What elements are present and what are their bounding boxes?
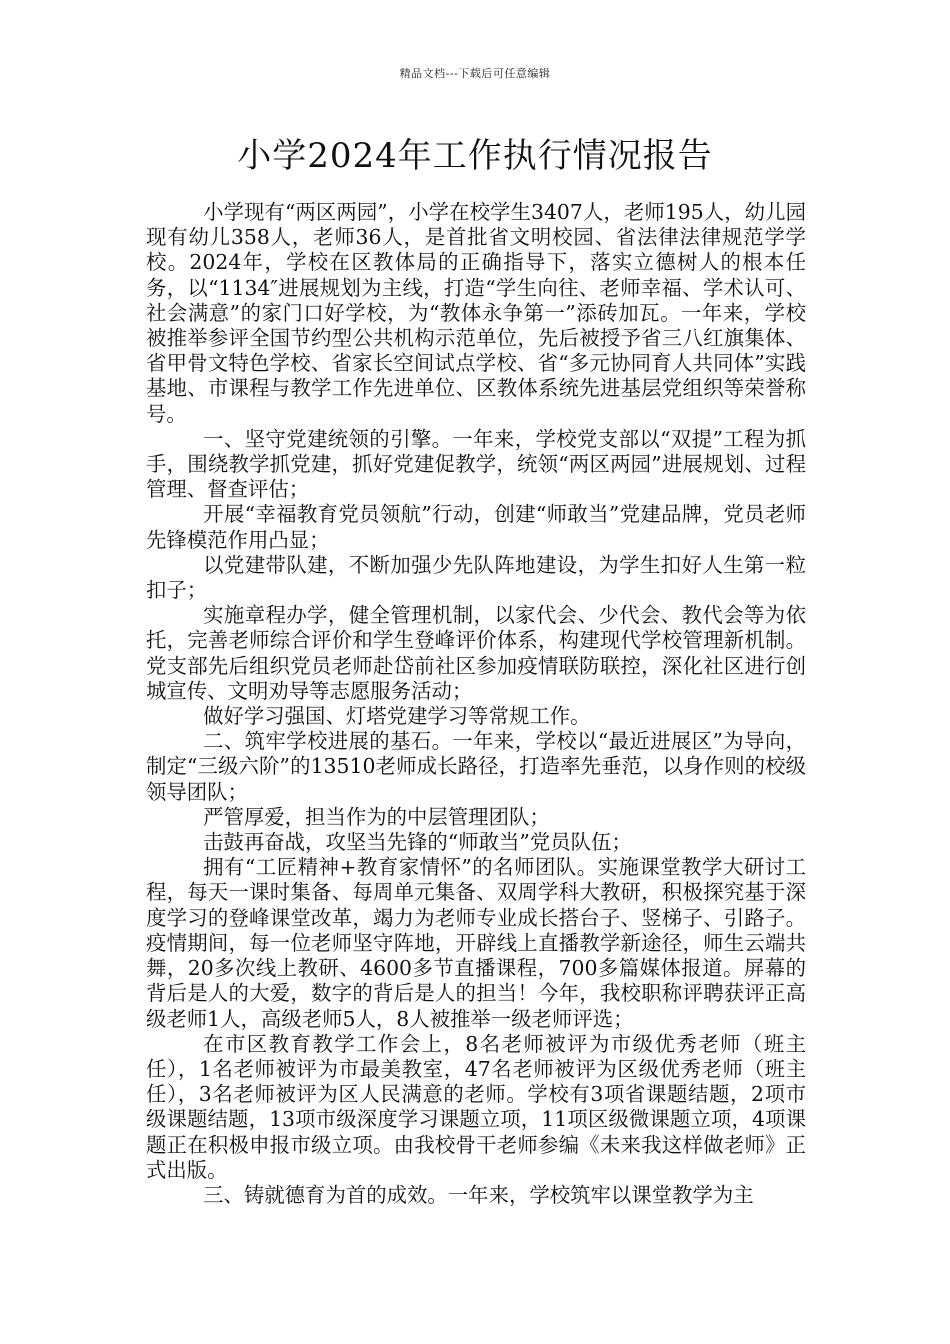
header-note: 精品文档---下载后可任意编辑 [399, 67, 551, 80]
document-title: 小学2024年工作执行情况报告 [237, 136, 713, 176]
paragraph: 小学现有“两区两园”，小学在校学生3407人，老师195人，幼儿园现有幼儿358人，老师36人，是首批省文明校园、省法律法律规范学学校。2024年，学校在区教体局的正确指导下，落实立德树人的根本任务，以“1134″进展规划为主线，打造“学生向往、老师幸福、学术认可、社会满意”的家门口好学校，为“教体永争第一”添砖加瓦。一年来，学校被推举参评全国节约型公共机构示范单位，先后被授予省三八红旗集体、省甲骨文特色学校、省家长空间试点学校、省“多元协同育人共同体”实践基地、市课程与教学工作先进单位、区教体系统先进基层党组织等荣誉称号。 [146, 200, 806, 426]
paragraph: 拥有“工匠精神+教育家情怀”的名师团队。实施课堂教学大研讨工程，每天一课时集备、每周单元集备、双周学科大教研，积极探究基于深度学习的登峰课堂改革，竭力为老师专业成长搭台子、竖梯子、引路子。疫情期间，每一位老师坚守阵地，开辟线上直播教学新途径，师生云端共舞，20多次线上教研、4600多节直播课程，700多篇媒体报道。屏幕的背后是人的大爱，数字的背后是人的担当！今年，我校职称评聘获评正高级老师1人，高级老师5人，8人被推举一级老师评选； [146, 855, 806, 1031]
paragraph: 一、坚守党建统领的引擎。一年来，学校党支部以“双提”工程为抓手，围绕教学抓党建，抓好党建促教学，统领“两区两园”进展规划、过程管理、督查评估； [146, 426, 806, 502]
paragraph: 做好学习强国、灯塔党建学习等常规工作。 [203, 704, 591, 729]
paragraph: 三、铸就德育为首的成效。一年来，学校筑牢以课堂教学为主 [203, 1182, 754, 1207]
document-body [146, 200, 806, 1208]
paragraph: 在市区教育教学工作会上，8名老师被评为市级优秀老师（班主任），1名老师被评为市最美教室，47名老师被评为区级优秀老师（班主任），3名老师被评为区人民满意的老师。学校有3项省课题结题，2项市级课题结题，13项市级深度学习课题立项，11项区级微课题立项，4项课题正在积极申报市级立项。由我校骨干老师参编《未来我这样做老师》正式出版。 [146, 1031, 806, 1182]
paragraph: 二、筑牢学校进展的基石。一年来，学校以“最近进展区”为导向，制定“三级六阶”的13510老师成长路径，打造率先垂范，以身作则的校级领导团队； [146, 729, 806, 804]
paragraph: 击鼓再奋战，攻坚当先锋的“师敢当”党员队伍； [203, 830, 632, 855]
paragraph: 以党建带队建，不断加强少先队阵地建设，为学生扣好人生第一粒扣子； [146, 552, 806, 603]
paragraph: 实施章程办学，健全管理机制，以家代会、少代会、教代会等为依托，完善老师综合评价和学生登峰评价体系，构建现代学校管理新机制。党支部先后组织党员老师赴岱前社区参加疫情联防联控，深化社区进行创城宣传、文明劝导等志愿服务活动； [146, 603, 806, 703]
paragraph: 严管厚爱，担当作为的中层管理团队； [203, 804, 550, 829]
paragraph: 开展“幸福教育党员领航”行动，创建“师敢当”党建品牌，党员老师先锋模范作用凸显； [146, 502, 806, 552]
